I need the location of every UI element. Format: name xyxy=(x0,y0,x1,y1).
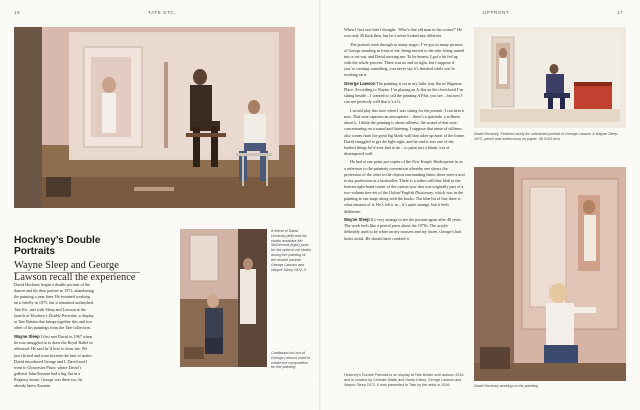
page-gutter xyxy=(319,0,321,410)
speaker-wayne-sleep-2: Wayne Sleep xyxy=(344,217,370,223)
left-running-head: TATE ETC. xyxy=(148,10,177,15)
article-headline xyxy=(14,235,139,284)
right-page-number: 17 xyxy=(617,10,624,15)
col3-italic-oed: Oxford English Dictionary xyxy=(388,190,434,196)
speaker-wayne-sleep: Wayne Sleep xyxy=(14,334,40,340)
col3-paragraph-2: The portrait went through so many stages. I’ve got so many pictures of George standing in front of me, being moved to the side, being turned into a cut-out, and David moving me. To be honest, I got a bit fed up with the whole process. There was no end in sight, but I suppose if you’re creating something, you never say it’s finished while you’re working on it. xyxy=(344,41,465,78)
display-caption: Hockney’s Double Portraits is on display at Tate Britain until autumn 2016 and is curated by Chrissie Wallis and Sarah Dilsey. George Lawson and Wayne Sleep 1972–5 was presented to Tate by the artist in 2016. xyxy=(344,373,464,387)
sketch-caption xyxy=(474,132,626,142)
col3-paragraph-4: I would play this note when I was sitting for the portrait. I can hear it now. That note captures an atmosphere – there’s a quietude, a stillness about it. I think the painting is about stillness, the sound of that note, concentrating on a sound and listening. I suppose that sense of stillness also comes from the great big blank wall that takes up most of the frame. David struggled to get the light right, and he said it was one of the hardest things he’d ever had to do – to paint just a blank, wet of distempered wall. xyxy=(344,107,465,156)
headline-rule xyxy=(14,272,140,273)
col3-paragraph-1: When I first saw him I thought: ‘Who’s that old man in the corner?’ He was only 26 back then, but he’s never looked any different. xyxy=(344,27,462,39)
col3-paragraph-6: It’s very strange to see the portrait again after 40 years. The work feels like a period piece about the 1970s. The acrylic definitely used to be white on my trousers and my shoes. George’s hair looks awful. He should have combed it. xyxy=(344,217,462,241)
working-caption: David Hockney working on the painting xyxy=(474,384,538,388)
col3-paragraph-5-end: , which was in the painting at one stage along with the books. The blue bit of line there is what remains of it. He’s left it in – it’s quite strange, but it feels deliberate. xyxy=(344,190,464,214)
col3-italic-a-flat: A Flat xyxy=(417,93,428,99)
intro-italic-title: Hockney’s Double Portraits xyxy=(30,312,77,318)
article-title: Hockney’s Double Portraits xyxy=(14,235,101,257)
article-standfirst: Wayne Sleep and George Lawson recall the experience xyxy=(14,260,136,283)
left-page-number: 16 xyxy=(14,10,21,15)
col3-paragraph-3: The painting is set in my little, tiny flat in Wigmore Place. According to Wayne, I’m playing an A-flat on the clavichord I’m sitting beside – I wanted to call the painting xyxy=(344,80,463,99)
studio-caption: A friend of David Hockney (left) and his studio assistant Mo McDermott (right) pose for the artist in his studio during the painting of the double portrait George Lawson and Wayne Sleep 1972–5 xyxy=(271,229,311,272)
wayne-sleep-answer: I first met David in 1967 when he was smuggled in to draw the Royal Ballet in rehearsal. He said he’d love to draw me. We just clicked and soon became the best of mates. David introduced George and I. David and I went to Gloucester Place, where David’s gallerist John Kasmin had a big flat in a Regency house. George was there too, he already knew Kasmin. xyxy=(14,334,93,389)
cutout-caption: Cardboard cut-out of George Lawson used to create the composition for the painting xyxy=(271,351,311,370)
col3-paragraph-5: He had at one point put copies of the xyxy=(350,159,411,165)
col3-italic-shakespeare: New Temple Shakespeare xyxy=(412,159,455,165)
right-column-text xyxy=(344,27,465,244)
sketch-caption-lead: David Hockney, xyxy=(474,132,500,136)
intro-text: David Hockney began a double portrait of the dancer and his then partner in 1972, abandoning the painting a year later. He resumed working on it briefly in 1975, but it remained unfinished. Tate Etc. met with Sleep and Lawson at the launch of xyxy=(14,282,94,318)
col3-paragraph-5-mid: in as a reference to the painterly convention whereby one shows the profession of the sitter in the objects surrounding them; these were a nod to my profession as a bookseller. There is a rather odd blue blob in the bottom right-hand corner of the canvas now that was originally part of a two-volume box-set of the xyxy=(344,159,465,196)
hockney-working-photo xyxy=(474,167,626,381)
intro-text-end: , a display at Tate Britain that brings together this and two other of his paintings from the Tate collection. xyxy=(14,312,94,330)
col3-paragraph-3-end: , you see – but now I can see perfectly well that it’s a G. xyxy=(344,93,463,105)
studio-photo xyxy=(14,27,295,208)
right-running-head: UPFRONT xyxy=(483,10,510,15)
left-column-1 xyxy=(14,282,94,392)
cutout-photo xyxy=(180,229,267,367)
speaker-george-lawson: George Lawson xyxy=(344,80,376,86)
sketch-caption-text: Finished study for unfinished portrait of George Lawson & Wayne Sleep 1972, pencil and watercolour on paper, 38.0×53.4cm xyxy=(474,132,618,141)
study-sketch xyxy=(474,27,626,128)
